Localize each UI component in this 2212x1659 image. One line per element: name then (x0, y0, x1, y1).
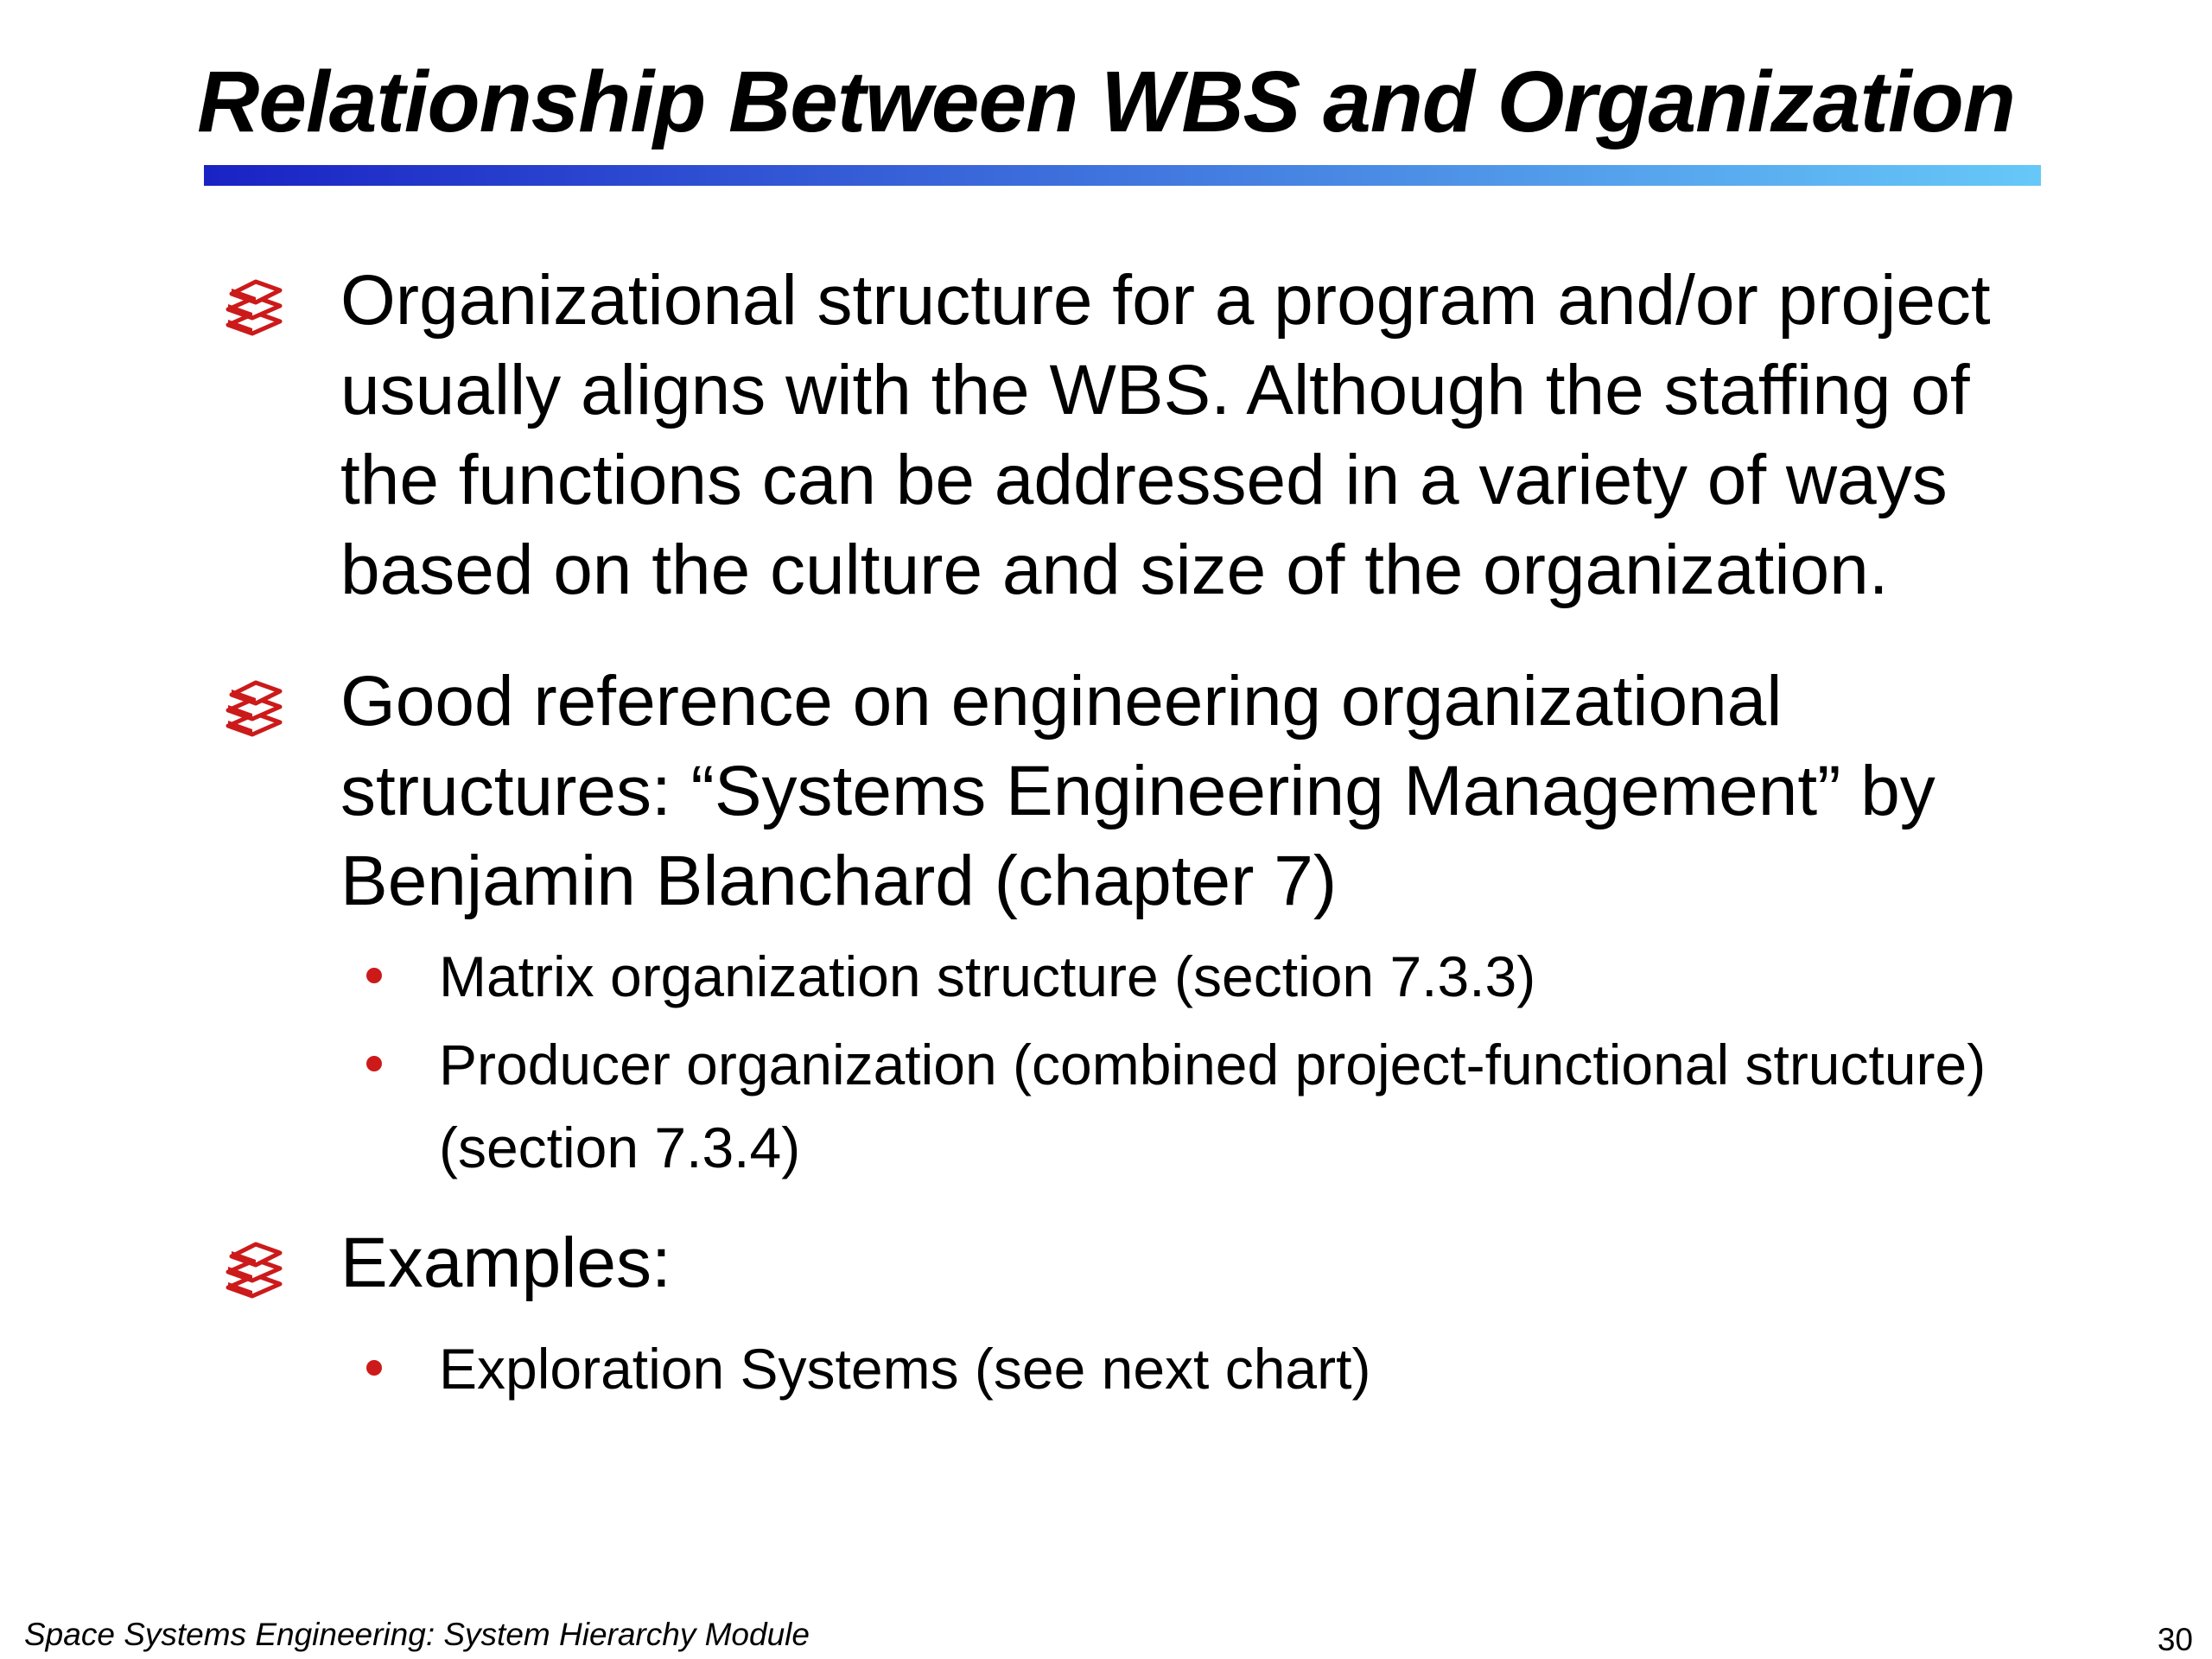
bullet-text: Organizational structure for a program and/or project usually aligns with the WBS. Although the staffing of the functions can be addressed in a variety of ways based on the culture and size of the organization. (340, 261, 1991, 609)
sub-bullet-dot (366, 1056, 382, 1071)
slide-title: Relationship Between WBS and Organization (197, 54, 2015, 150)
sub-bullet-text: Exploration Systems (see next chart) (439, 1337, 1371, 1401)
title-rule (204, 165, 2041, 186)
bullet-text: Good reference on engineering organizational structures: “Systems Engineering Management” by Benjamin Blanchard (chapter 7) (340, 662, 1936, 920)
page-number: 30 (2157, 1622, 2193, 1657)
books-icon (223, 273, 285, 339)
sub-bullet-text: Matrix organization structure (section 7.3.3) (439, 944, 1536, 1008)
sub-bullet-dot (366, 968, 382, 983)
bullet-text: Examples: (340, 1224, 671, 1302)
books-icon (223, 1236, 285, 1301)
footer-module-name: Space Systems Engineering: System Hierarchy Module (24, 1617, 810, 1652)
books-icon (223, 674, 285, 740)
sub-bullet-text: Producer organization (combined project-functional structure) (section 7.3.4) (439, 1033, 1986, 1179)
sub-bullet-dot (366, 1360, 382, 1376)
